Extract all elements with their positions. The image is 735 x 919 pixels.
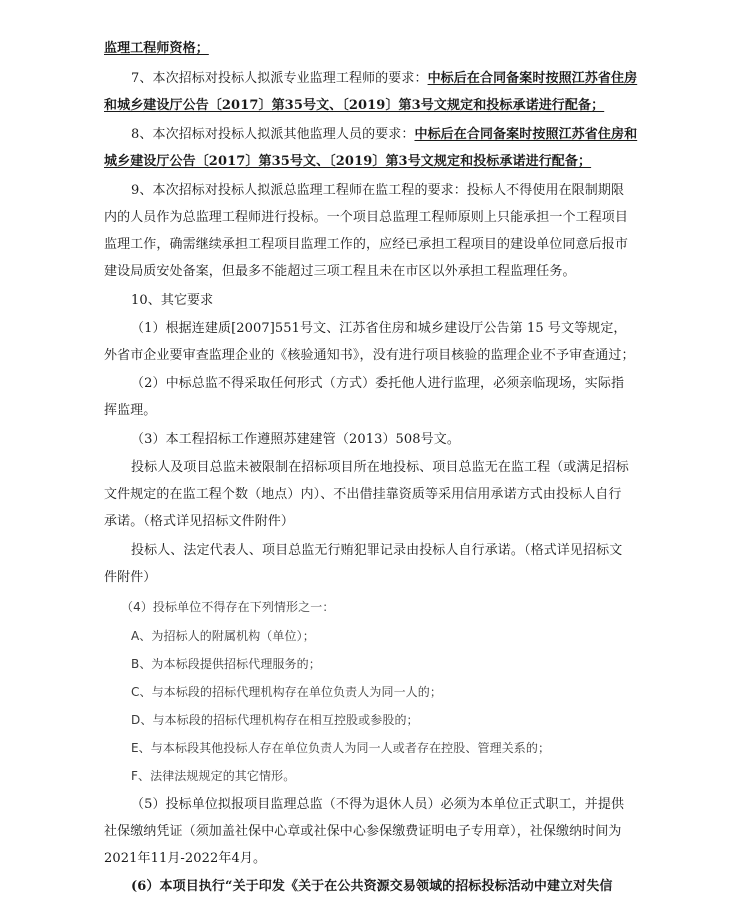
- doc-line-13: （2）中标总监不得采取任何形式（方式）委托他人进行监理，必须亲临现场，实际指: [131, 376, 625, 391]
- doc-line-2: [131, 70, 637, 88]
- doc-line-8: 监理工作，确需继续承担工程项目监理工作的，应经已承担工程项目的建设单位同意后报市: [104, 237, 629, 252]
- item-7-emphasis: 中标后在合同备案时按照江苏省住房: [427, 71, 638, 86]
- doc-line-17: 文件规定的在监工程个数（地点）内）、不出借挂靠资质等采用信用承诺方式由投标人自行: [104, 487, 622, 502]
- doc-line-23: B、为本标段提供招标代理服务的；: [131, 657, 321, 671]
- doc-line-29: 社保缴纳凭证（须加盖社保中心章或社保中心参保缴费证明电子专用章），社保缴纳时间为: [104, 824, 622, 839]
- doc-line-6: 9、本次招标对投标人拟派总监理工程师在监工程的要求：投标人不得使用在限制期限: [131, 183, 625, 198]
- doc-line-9: 建设局质安处备案，但最多不能超过三项工程且未在市区以外承担工程监理任务。: [104, 264, 576, 279]
- item-8-emphasis: 中标后在合同备案时按照江苏省住房和: [414, 127, 638, 142]
- doc-line-15: （3）本工程招标工作遵照苏建建管（2013）508号文。: [131, 432, 460, 447]
- doc-line-20: 件附件）: [104, 570, 157, 585]
- doc-line-22: A、为招标人的附属机构（单位）；: [131, 629, 315, 643]
- doc-line-11: （1）根据连建质[2007]551号文、江苏省住房和城乡建设厅公告第 15 号文等规定，: [131, 321, 627, 336]
- item-8-text: 8、本次招标对投标人拟派其他监理人员的要求：: [131, 127, 415, 142]
- doc-line-18: 承诺。（格式详见招标文件附件）: [104, 514, 295, 529]
- doc-line-25: D、与本标段的招标代理机构存在相互控股或参股的；: [131, 713, 419, 727]
- doc-line-7: 内的人员作为总监理工程师进行投标。一个项目总监理工程师原则上只能承担一个工程项目: [104, 210, 629, 225]
- doc-line-10: 10、其它要求: [131, 293, 214, 308]
- doc-line-24: C、与本标段的招标代理机构存在单位负责人为同一人的；: [131, 685, 442, 699]
- doc-line-14: 挥监理。: [104, 403, 157, 418]
- doc-line-28: （5）投标单位拟报项目监理总监（不得为退休人员）必须为本单位正式职工，并提供: [131, 797, 625, 812]
- doc-line-5: 城乡建设厅公告〔2017〕第35号文、〔2019〕第3号文规定和投标承诺进行配备；: [104, 154, 592, 169]
- doc-line-16: 投标人及项目总监未被限制在招标项目所在地投标、项目总监无在监工程（或满足招标: [131, 460, 629, 475]
- doc-line-21: （4）投标单位不得存在下列情形之一：: [121, 600, 335, 614]
- doc-line-3: 和城乡建设厅公告〔2017〕第35号文、〔2019〕第3号文规定和投标承诺进行配备；: [104, 98, 605, 113]
- doc-line-12: 外省市企业要审查监理企业的《核验通知书》，没有进行项目核验的监理企业不予审查通过；: [104, 348, 635, 363]
- doc-line-26: E、与本标段其他投标人存在单位负责人为同一人或者存在控股、管理关系的；: [131, 741, 551, 755]
- doc-line-19: 投标人、法定代表人、项目总监无行贿犯罪记录由投标人自行承诺。（格式详见招标文: [131, 543, 623, 558]
- doc-line-30: 2021年11月-2022年4月。: [104, 851, 267, 866]
- doc-line-27: F、法律法规规定的其它情形。: [131, 769, 296, 783]
- doc-line-1: 监理工程师资格；: [104, 41, 209, 56]
- doc-line-4: [131, 126, 637, 144]
- doc-line-31: (6）本项目执行“关于印发《关于在公共资源交易领域的招标投标活动中建立对失信: [131, 879, 613, 894]
- item-7-text: 7、本次招标对投标人拟派专业监理工程师的要求：: [131, 71, 428, 86]
